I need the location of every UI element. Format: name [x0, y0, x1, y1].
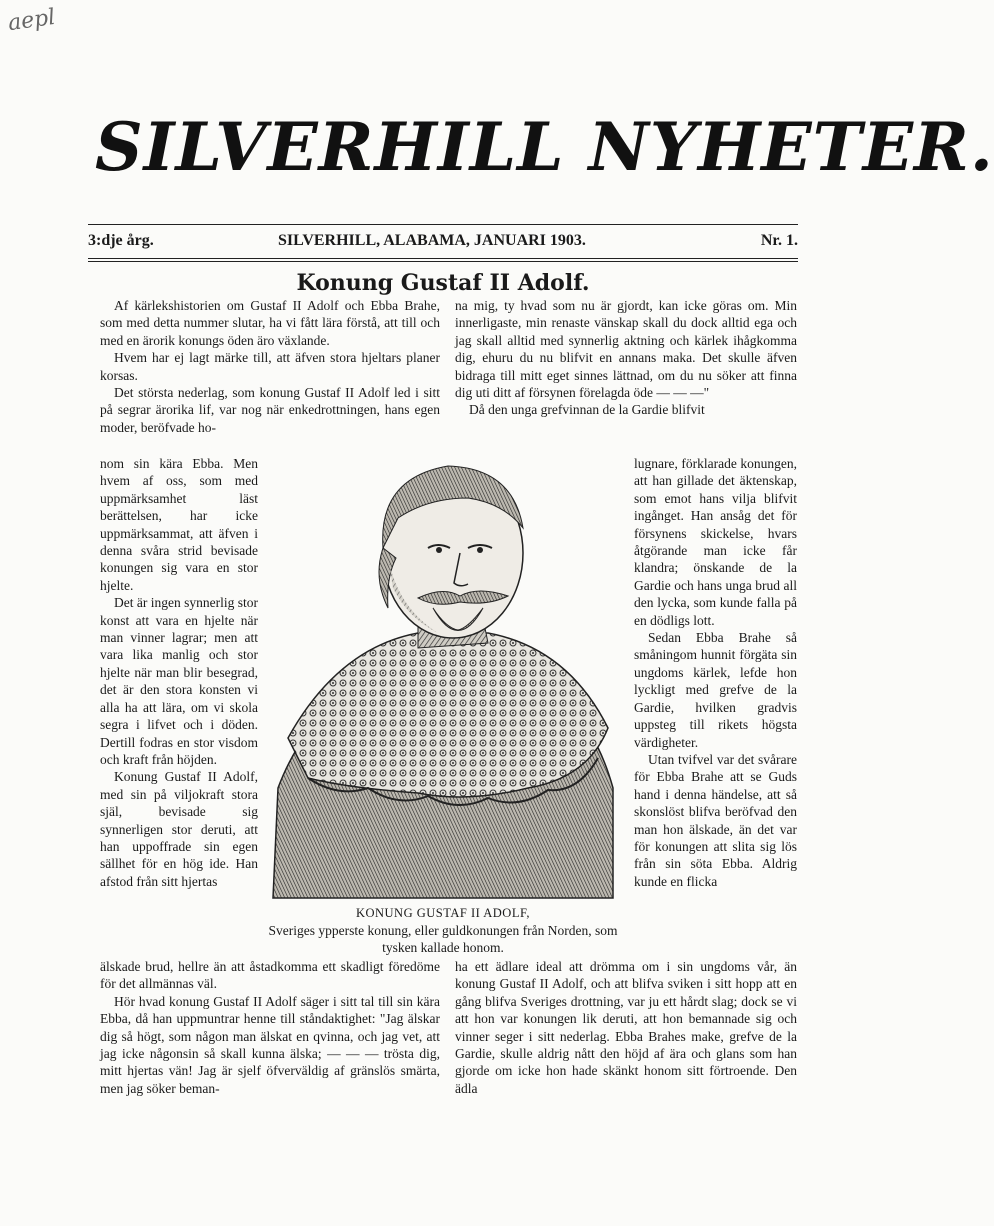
paragraph: ha ett ädlare ideal att drömma om i sin ungdoms vår, än konung Gustaf II Adolf, och att blifva sviken i sitt hopp att en gång blifva Sveriges drottning, var ju ett hårdt slag; dock se vi att hon var konungen lik deruti, att hon bemannade sig och vinner seger i sitt nederlag. Ebba Brahes make, grefve de la Gardie, skulle aldrig nått den höjd af ära och glans som han gjorde om icke hon hade skänkt honom sitt förtroende. Den ädla: [455, 959, 797, 1096]
paragraph: Hör hvad konung Gustaf II Adolf säger i sitt tal till sin kära Ebba, då han uppmuntrar henne till ståndaktighet: "Jag älskar dig så högt, som någon man älskat en qvinna, och jag vet, att jag icke någonsin så skall kunna älska; — — — trösta dig, mitt hjertas vän! Jag är sjelf öfverväldig af gränslös smärta, men jag söker beman-: [100, 993, 440, 1096]
caption-text: Sveriges ypperste konung, eller guldkonungen från Norden, som tysken kallade honom.: [268, 923, 618, 955]
place-date: SILVERHILL, ALABAMA, JANUARI 1903.: [278, 232, 586, 249]
paragraph: Det största nederlag, som konung Gustaf II Adolf led i sitt på segrar ärorika lif, var nog när enkedrottningen, hans egen moder, beröfvade ho-: [100, 385, 440, 435]
paragraph: nom sin kära Ebba. Men hvem af oss, som med uppmärksamhet läst berättelsen, har icke uppmärksammat, att äfven i denna svåra strid bevisade konungen sig vara en stor hjelte.: [100, 456, 258, 593]
handwritten-note: aepl: [6, 4, 57, 37]
article-headline: Konung Gustaf II Adolf.: [296, 270, 590, 296]
paragraph: älskade brud, hellre än att åstadkomma ett skadligt föredöme för det allmännas väl.: [100, 959, 440, 992]
paragraph: Sedan Ebba Brahe så småningom hunnit förgäta sin ungdoms kärlek, lefde hon lyckligt med grefve de la Gardie, hvilken gradvis uppsteg till rikets högsta värdigheter.: [634, 630, 797, 750]
paragraph: Då den unga grefvinnan de la Gardie blifvit: [469, 402, 705, 418]
dateline: [88, 232, 798, 254]
dateline-rule-2: [88, 261, 798, 262]
paragraph: na mig, ty hvad som nu är gjordt, kan icke göras om. Min innerligaste, min renaste vänskap skall du dock alltid ega och jag skall alltid med synnerlig aktning och kärlek ihågkomma dig, ehuru du nu blifvit en annans maka. Det skulle äfven bidraga till mitt eget sinnes lättnad, om du nu söker att finna dig uti ditt af försynen förelagda öde — — —": [455, 298, 797, 401]
article-column-left-top: [100, 297, 440, 436]
paragraph: Det är ingen synnerlig stor konst att vara en hjelte när man vinner lagrar; men att vara lika manlig och stor hjelte när man blir besegrad, det är den stora konsten vi alla ha att lära, om vi skola segra i lifvet och i döden. Dertill fodras en stor visdom och kraft från höjden.: [100, 595, 258, 767]
paragraph: Hvem har ej lagt märke till, att äfven stora hjeltars planer korsas.: [100, 350, 440, 383]
article-column-right-top: [455, 297, 797, 419]
article-column-left-narrow: [100, 455, 258, 890]
article-column-right-narrow: [634, 455, 797, 890]
masthead-rule-top: [88, 224, 798, 225]
volume-label: 3:dje årg.: [88, 232, 154, 249]
paragraph: Utan tvifvel var det svårare för Ebba Brahe att se Guds hand i denna händelse, att så skonslöst blifva beröfvad den man hon älskade, än det var för konungen att slita sig lös från sin söta Ebba. Aldrig kunde en flicka: [634, 751, 797, 889]
paragraph: lugnare, förklarade konungen, att han gillade det äktenskap, som emot hans vilja blifvit ingånget. Han ansåg det för försynens skickelse, hvars åtgörande man icke får klandra; önskande de la Gardie och hans unga brud all den lycka, som kunde falla på en dödligs lott.: [634, 456, 797, 628]
paragraph: Af kärlekshistorien om Gustaf II Adolf och Ebba Brahe, som med detta nummer slutar, ha vi fått lära förstå, att till och med en ärorik konungs öden äro växlande.: [100, 298, 440, 348]
masthead-title: SILVERHILL NYHETER.: [95, 108, 994, 186]
issue-number: Nr. 1.: [760, 232, 798, 249]
portrait-caption: [262, 905, 624, 956]
portrait-illustration: [268, 458, 618, 898]
dateline-rule-1: [88, 258, 798, 259]
article-column-right-bottom: [455, 958, 797, 1097]
caption-title: KONUNG GUSTAF II ADOLF,: [355, 906, 531, 920]
article-column-left-bottom: [100, 958, 440, 1097]
paragraph: Konung Gustaf II Adolf, med sin på viljokraft stora själ, bevisade sig synnerligen stor deruti, att han uppoffrade sin egen sällhet för en hög ide. Han afstod från sitt hjertas: [100, 769, 258, 889]
